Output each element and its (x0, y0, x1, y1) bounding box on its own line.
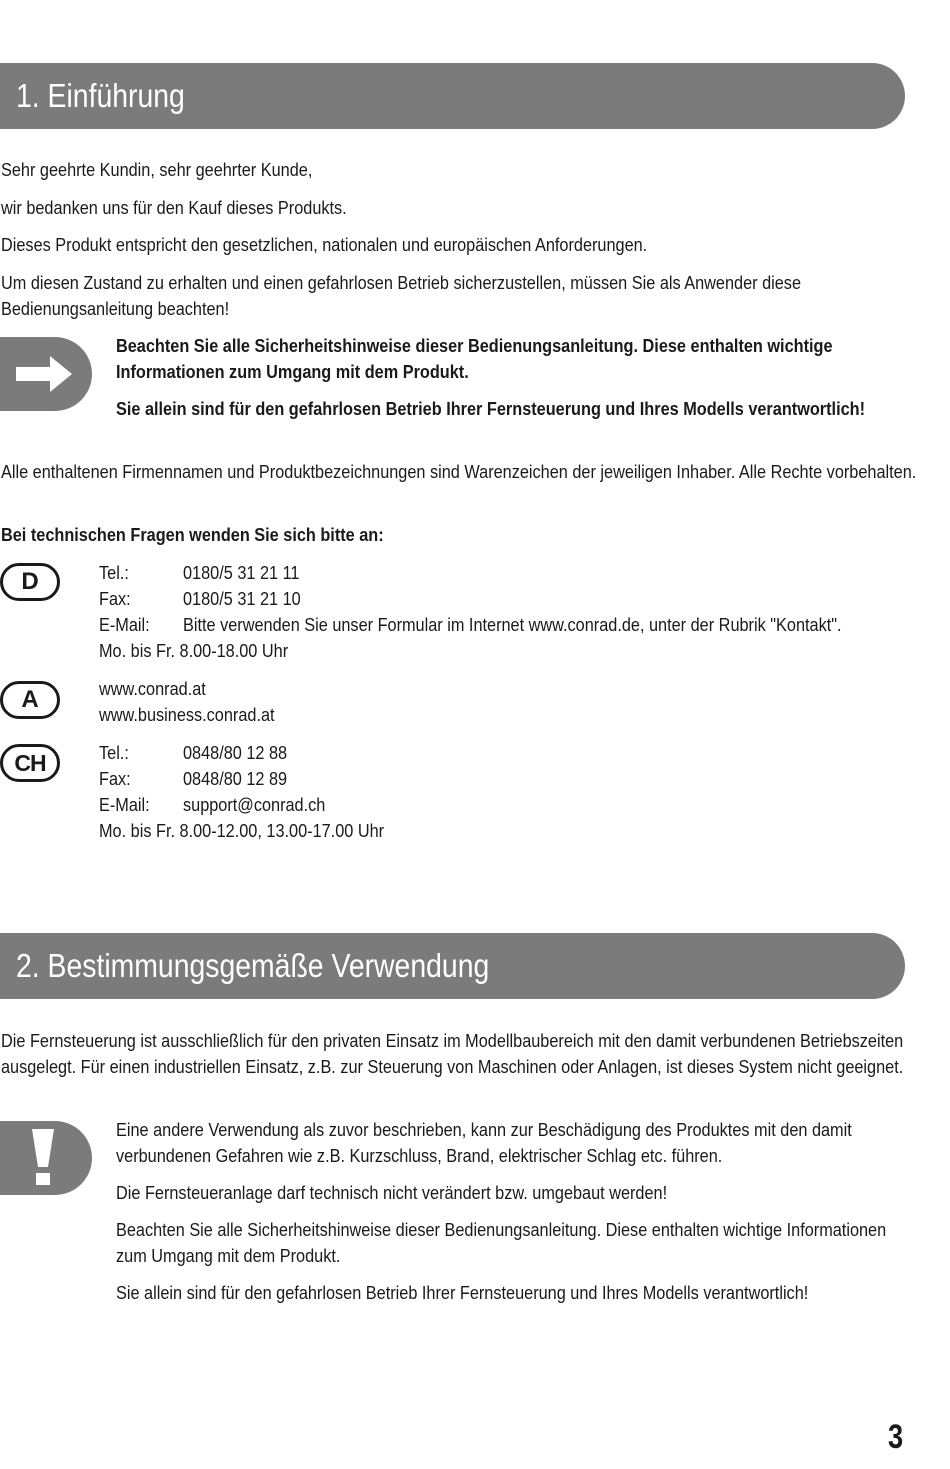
contact-ch (99, 740, 423, 844)
intended-use-text: Die Fernsteuerung ist ausschließlich für den privaten Einsatz im Modellbaubereich mit den damit verbundenen Betriebszeiten ausgelegt. Für einen industriellen Einsatz, z.B. zur Steuerung von Maschinen oder Anlagen, ist dieses System nicht geeignet. (1, 1030, 904, 1077)
fax-number: 0848/80 12 89 (183, 768, 288, 789)
email-label: E-Mail: (99, 614, 150, 635)
warning-modification: Die Fernsteueranlage darf technisch nicht verändert bzw. umgebaut werden! (116, 1182, 668, 1203)
fax-number: 0180/5 31 21 10 (183, 588, 301, 609)
country-badge-de: D (0, 563, 60, 601)
page-number: 3 (888, 1418, 904, 1456)
tel-label: Tel.: (99, 742, 129, 763)
greeting: Sehr geehrte Kundin, sehr geehrter Kunde, (1, 159, 313, 180)
warning-responsibility: Sie allein sind für den gefahrlosen Betrieb Ihrer Fernsteuerung und Ihres Modells verantwortlich! (116, 1282, 809, 1303)
section-header-introduction (0, 63, 905, 129)
email-text: Bitte verwenden Sie unser Formular im Internet www.conrad.de, unter der Rubrik "Kontakt". (183, 614, 842, 635)
opening-hours: Mo. bis Fr. 8.00-12.00, 13.00-17.00 Uhr (99, 820, 385, 841)
note-responsibility: Sie allein sind für den gefahrlosen Betrieb Ihrer Fernsteuerung und Ihres Modells verantwortlich! (116, 398, 866, 419)
tel-label: Tel.: (99, 562, 129, 583)
section-header-intended-use (0, 933, 905, 999)
note-safety: Beachten Sie alle Sicherheitshinweise dieser Bedienungsanleitung. Diese enthalten wichtige Informationen zum Umgang mit dem Produkt. (116, 335, 833, 382)
note-tab (0, 337, 92, 411)
country-badge-at: A (0, 681, 60, 719)
business-website-link[interactable]: www.business.conrad.at (99, 704, 275, 725)
trademarks-text: Alle enthaltenen Firmennamen und Produktbezeichnungen sind Warenzeichen der jeweiligen Inhaber. Alle Rechte vorbehalten. (1, 461, 917, 482)
warning-safety: Beachten Sie alle Sicherheitshinweise dieser Bedienungsanleitung. Diese enthalten wichtige Informationen zum Umgang mit dem Produkt. (116, 1219, 887, 1266)
contact-at (99, 676, 299, 728)
tel-number: 0180/5 31 21 11 (183, 562, 300, 583)
email-label: E-Mail: (99, 794, 150, 815)
fax-label: Fax: (99, 768, 131, 789)
contact-de (99, 560, 931, 664)
contact-heading: Bei technischen Fragen wenden Sie sich bitte an: (1, 524, 384, 545)
instruction-text: Um diesen Zustand zu erhalten und einen gefahrlosen Betrieb sicherzustellen, müssen Sie als Anwender diese Bedienungsanleitung beachten! (1, 272, 802, 319)
section-title: 1. Einführung (16, 77, 185, 114)
website-link[interactable]: www.conrad.at (99, 678, 206, 699)
email-address[interactable]: support@conrad.ch (183, 794, 326, 815)
conformity-text: Dieses Produkt entspricht den gesetzlichen, nationalen und europäischen Anforderungen. (1, 234, 648, 255)
tel-number: 0848/80 12 88 (183, 742, 288, 763)
thanks-text: wir bedanken uns für den Kauf dieses Produkts. (1, 197, 347, 218)
fax-label: Fax: (99, 588, 131, 609)
opening-hours: Mo. bis Fr. 8.00-18.00 Uhr (99, 640, 289, 661)
country-badge-ch: CH (0, 744, 60, 782)
warning-misuse: Eine andere Verwendung als zuvor beschrieben, kann zur Beschädigung des Produktes mit den damit verbundenen Gefahren wie z.B. Kurzschluss, Brand, elektrischer Schlag etc. führen. (116, 1119, 852, 1166)
section-title: 2. Bestimmungsgemäße Verwendung (16, 947, 490, 984)
warning-tab (0, 1121, 92, 1195)
exclamation-icon (28, 1127, 58, 1189)
arrow-right-icon (16, 354, 74, 394)
